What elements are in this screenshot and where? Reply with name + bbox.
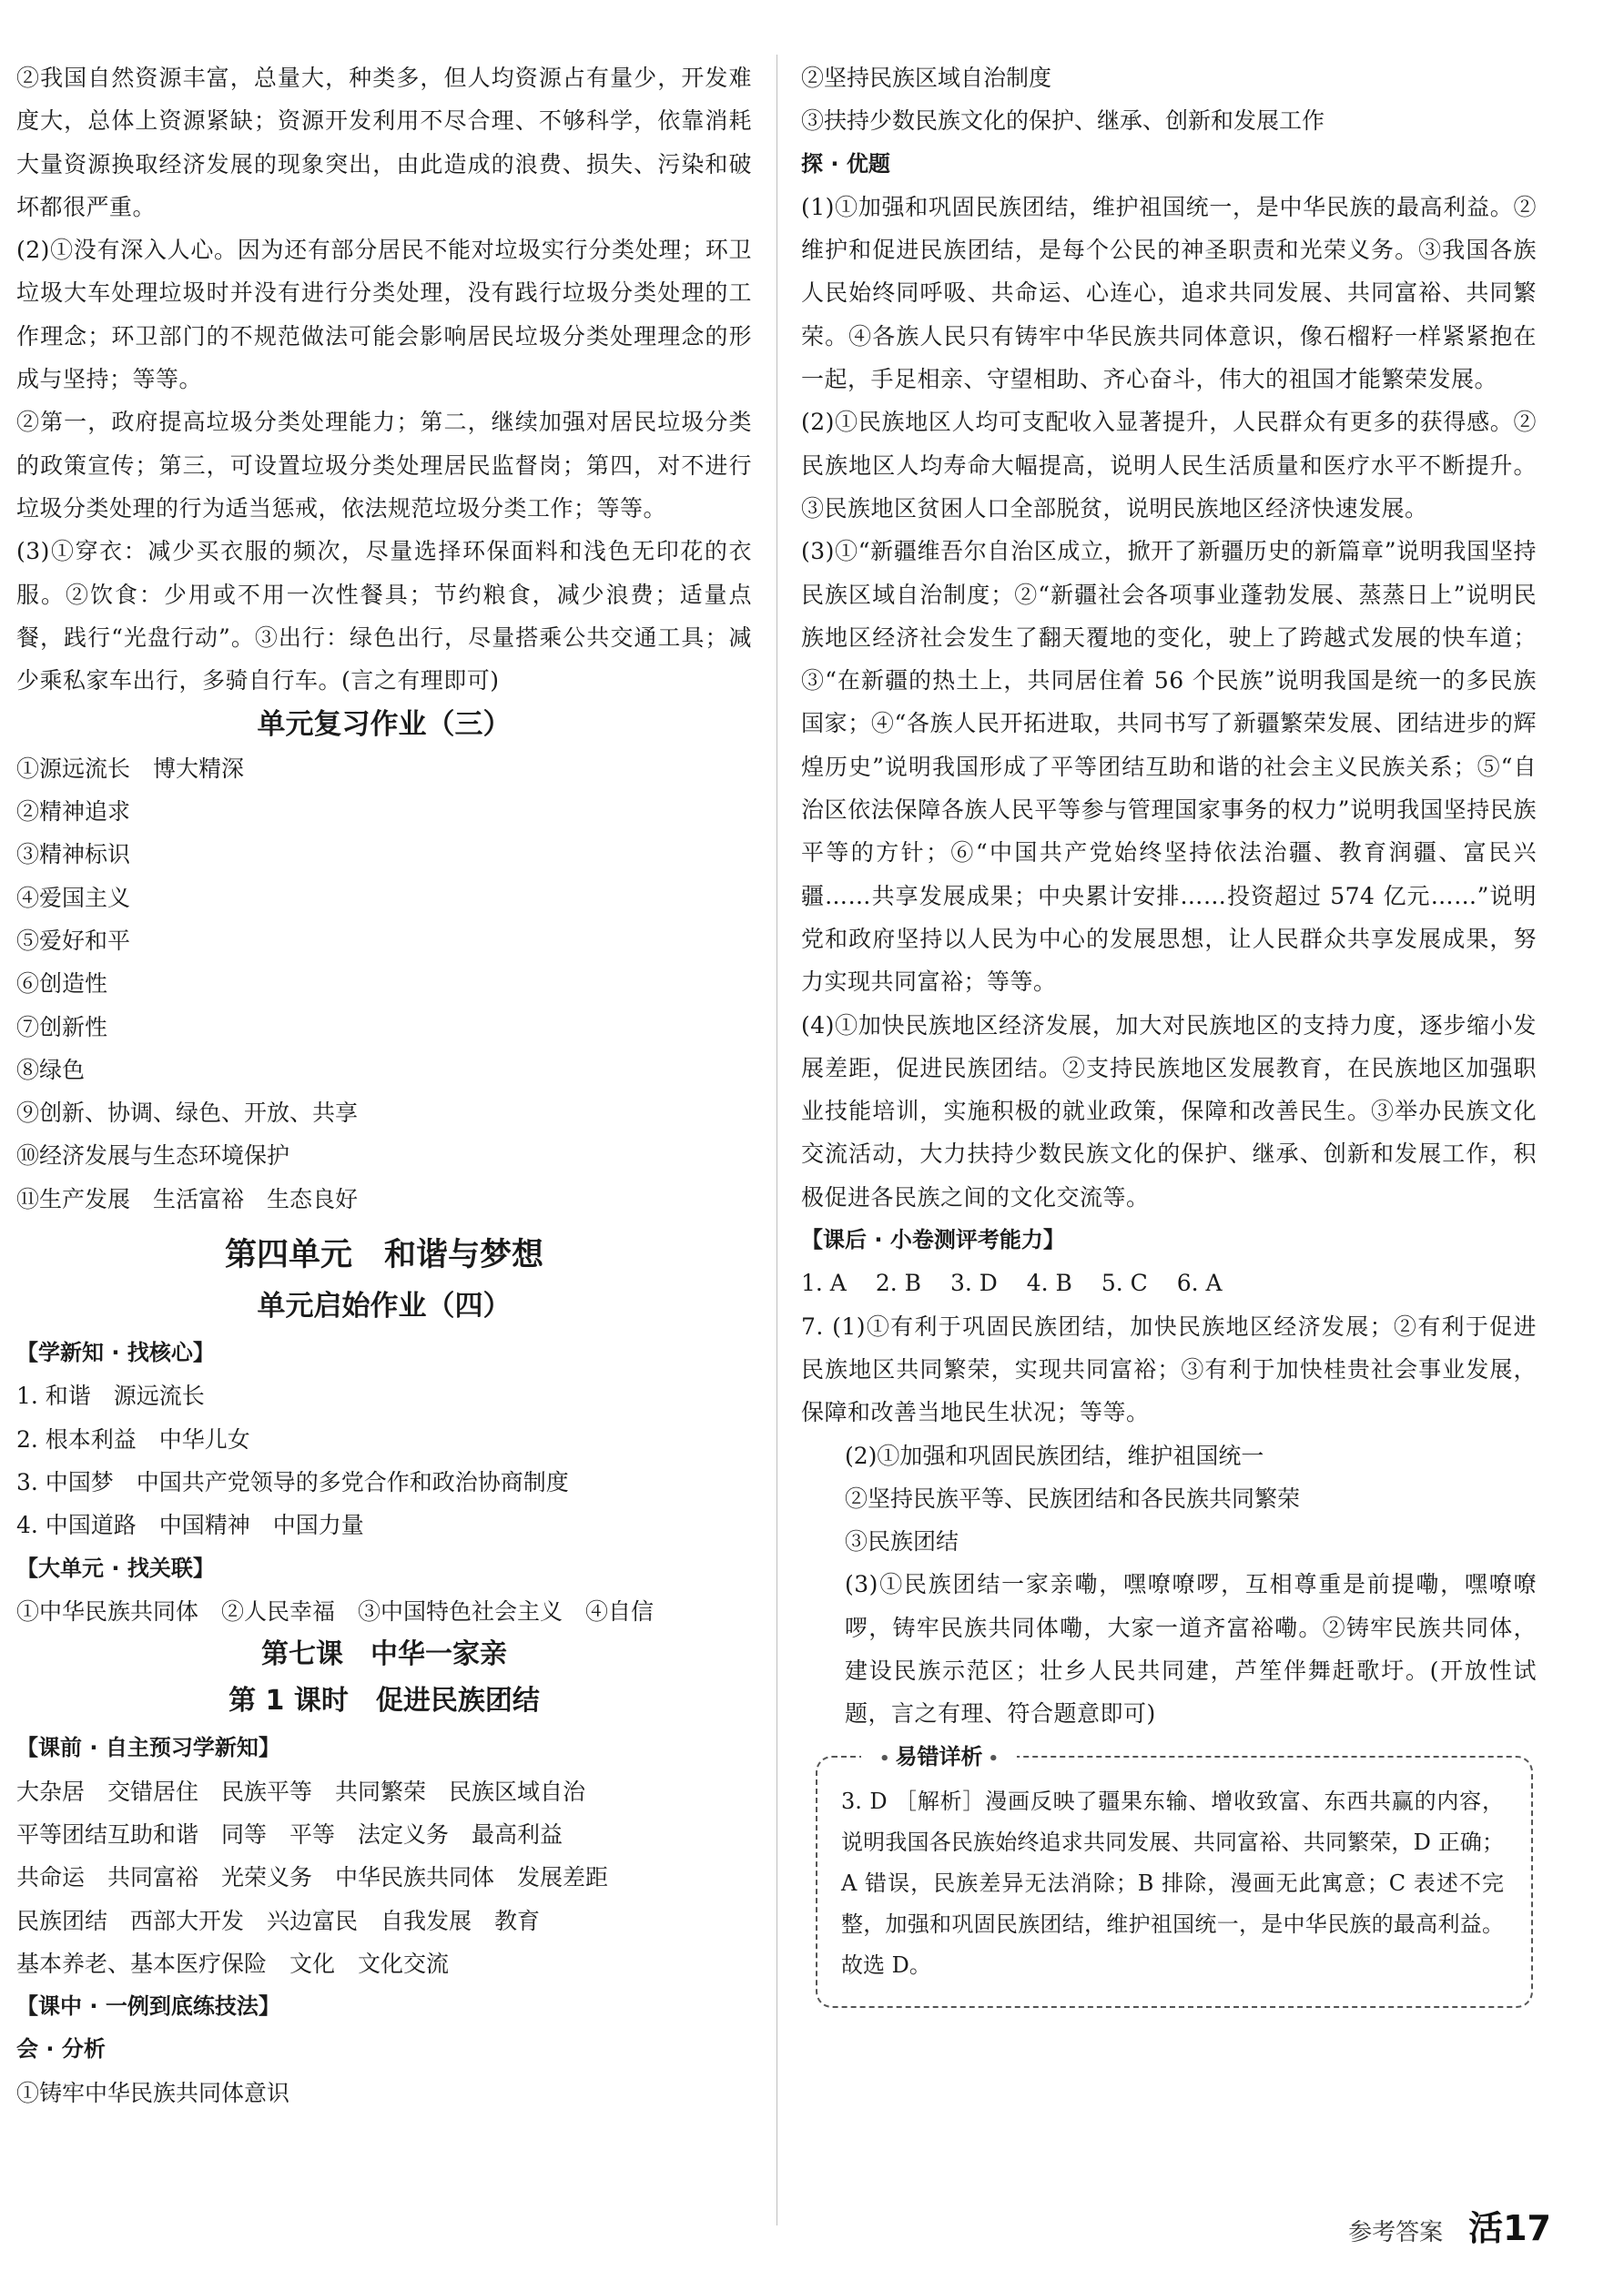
sub-label-analysis: 会 · 分析 xyxy=(16,2036,106,2063)
mc-answer: 4. B xyxy=(1026,1270,1072,1297)
review-item: ④爱国主义 xyxy=(16,884,131,911)
learn-item: 4. 中国道路 中国精神 中国力量 xyxy=(16,1512,364,1539)
review-item: ③精神标识 xyxy=(16,841,131,868)
mc-answer: 3. D xyxy=(949,1270,998,1297)
question7-part2-a: (2)①加强和巩固民族团结，维护祖国统一 xyxy=(845,1442,1264,1469)
learn-item: 2. 根本利益 中华儿女 xyxy=(16,1425,250,1453)
review-item: ⑧绿色 xyxy=(16,1056,86,1083)
column-divider xyxy=(776,55,777,2225)
lesson-title: 第七课 中华一家亲 xyxy=(261,1638,507,1671)
learn-item: 1. 和谐 源远流长 xyxy=(16,1383,205,1410)
page-footer xyxy=(1348,2200,1551,2250)
mc-answer: 5. C xyxy=(1101,1270,1148,1297)
pre-line: 大杂居 交错居住 民族平等 共同繁荣 民族区域自治 xyxy=(16,1778,586,1805)
unit-title: 第四单元 和谐与梦想 xyxy=(224,1237,543,1274)
sub-label-tan: 探 · 优题 xyxy=(801,150,890,177)
review-item: ⑥创造性 xyxy=(16,970,108,998)
answer-paragraph: ②第一，政府提高垃圾分类处理能力；第二，继续加强对居民垃圾分类的政策宣传；第三，可设置垃圾分类处理居民监督岗；第四，对不进行垃圾分类处理的行为适当惩戒，依法规范垃圾分类工作；等等。 xyxy=(16,409,752,522)
start-section-title: 单元启始作业（四） xyxy=(257,1290,512,1323)
left-column xyxy=(16,56,752,2114)
mc-answer: 1. A xyxy=(801,1270,847,1297)
review-item: ⑦创新性 xyxy=(16,1013,108,1040)
review-item: ⑨创新、协调、绿色、开放、共享 xyxy=(16,1100,359,1127)
section-label-mid: 【课中 · 一例到底练技法】 xyxy=(16,1993,280,2020)
question7-part2-b: ②坚持民族平等、民族团结和各民族共同繁荣 xyxy=(845,1485,1301,1512)
section-label-link: 【大单元 · 找关联】 xyxy=(16,1555,215,1581)
error-analysis-text: 3. D ［解析］漫画反映了疆果东输、增收致富、东西共赢的内容，说明我国各民族始终追求共同发展、共同富裕、共同繁荣，D 正确；A 错误，民族差异无法消除；B 排除，漫画无此寓意；C 表述不完整，加强和巩固民族团结，维护祖国统一，是中华民族的最高利益。故选 D。 xyxy=(841,1788,1504,1978)
analysis-item: ①铸牢中华民族共同体意识 xyxy=(16,2079,290,2106)
error-analysis-box xyxy=(816,1743,1533,2008)
review-item: ⑤爱好和平 xyxy=(16,927,131,954)
learn-item: 3. 中国梦 中国共产党领导的多党合作和政治协商制度 xyxy=(16,1468,569,1495)
section-label-learn: 【学新知 · 找核心】 xyxy=(16,1340,215,1366)
answer-paragraph: (1)①加强和巩固民族团结，维护祖国统一，是中华民族的最高利益。②维护和促进民族团结，是每个公民的神圣职责和光荣义务。③我国各族人民始终同呼吸、共命运、心连心，追求共同发展、共同富裕、共同繁荣。④各族人民只有铸牢中华民族共同体意识，像石榴籽一样紧紧抱在一起，手足相亲、守望相助、齐心奋斗，伟大的祖国才能繁荣发展。 xyxy=(801,193,1537,393)
answer-paragraph: ②我国自然资源丰富，总量大，种类多，但人均资源占有量少，开发难度大，总体上资源紧缺；资源开发利用不尽合理、不够科学，依靠消耗大量资源换取经济发展的现象突出，由此造成的浪费、损失、污染和破坏都很严重。 xyxy=(16,65,752,220)
page-number: 活17 xyxy=(1468,2208,1551,2248)
answer-paragraph: (3)①穿衣：减少买衣服的频次，尽量选择环保面料和浅色无印花的衣服。②饮食：少用或不用一次性餐具；节约粮食，减少浪费；适量点餐，践行“光盘行动”。③出行：绿色出行，尽量搭乘公共交通工具；减少乘私家车出行，多骑自行车。(言之有理即可) xyxy=(16,538,752,694)
question7-part1: 7. (1)①有利于巩固民族团结，加快民族地区经济发展；②有利于促进民族地区共同繁荣，实现共同富裕；③有利于加快桂贵社会事业发展，保障和改善当地民生状况；等等。 xyxy=(801,1313,1537,1426)
answer-paragraph: (2)①没有深入人心。因为还有部分居民不能对垃圾实行分类处理；环卫垃圾大车处理垃圾时并没有进行分类处理，没有践行垃圾分类处理的工作理念；环卫部门的不规范做法可能会影响居民垃圾分类处理理念的形成与坚持；等等。 xyxy=(16,237,752,393)
footer-label: 参考答案 xyxy=(1348,2219,1444,2246)
right-column xyxy=(801,56,1537,2008)
pre-line: 平等团结互助和谐 同等 平等 法定义务 最高利益 xyxy=(16,1820,563,1848)
mc-answer: 6. A xyxy=(1176,1270,1223,1297)
answer-paragraph: (2)①民族地区人均可支配收入显著提升，人民群众有更多的获得感。②民族地区人均寿命大幅提高，说明人民生活质量和医疗水平不断提升。③民族地区贫困人口全部脱贫，说明民族地区经济快速发展。 xyxy=(801,409,1537,522)
review-item: ⑪生产发展 生活富裕 生态良好 xyxy=(16,1185,359,1212)
review-item: ①源远流长 博大精深 xyxy=(16,755,245,782)
error-analysis-title: • 易错详析 • xyxy=(861,1741,1017,1775)
pre-line: 共命运 共同富裕 光荣义务 中华民族共同体 发展差距 xyxy=(16,1864,609,1891)
review-item: ⑩经济发展与生态环境保护 xyxy=(16,1142,290,1170)
answer-paragraph: (3)①“新疆维吾尔自治区成立，掀开了新疆历史的新篇章”说明我国坚持民族区域自治制度；②“新疆社会各项事业蓬勃发展、蒸蒸日上”说明民族地区经济社会发生了翻天覆地的变化，驶上了跨越式发展的快车道；③“在新疆的热土上，共同居住着 56 个民族”说明我国是统一的多民族国家；④“各族人民开拓进取，共同书写了新疆繁荣发展、团结进步的辉煌历史”说明我国形成了平等团结互助和谐的社会主义民族关系；⑤“自治区依法保障各族人民平等参与管理国家事务的权力”说明我国坚持民族平等的方针；⑥“中国共产党始终坚持依法治疆、教育润疆、富民兴疆……共享发展成果；中央累计安排……投资超过 574 亿元……”说明党和政府坚持以人民为中心的发展思想，让人民群众共享发展成果，努力实现共同富裕；等等。 xyxy=(801,538,1537,996)
review-item: ②精神追求 xyxy=(16,798,131,826)
section-label-pre: 【课前 · 自主预习学新知】 xyxy=(16,1735,280,1761)
review-section-title: 单元复习作业（三） xyxy=(257,708,512,742)
question7-part2-c: ③民族团结 xyxy=(845,1528,959,1556)
period-title: 第 1 课时 促进民族团结 xyxy=(228,1685,540,1718)
pre-line: 基本养老、基本医疗保险 文化 文化交流 xyxy=(16,1950,450,1977)
section-label-after: 【课后 · 小卷测评考能力】 xyxy=(801,1227,1065,1253)
question7-part3: (3)①民族团结一家亲嘞，嘿嘹嘹啰，互相尊重是前提嘞，嘿嘹嘹啰，铸牢民族共同体嘞，大家一道齐富裕嘞。②铸牢民族共同体，建设民族示范区；壮乡人民共同建，芦笙伴舞赶歌圩。(开放性试题，言之有理、符合题意即可) xyxy=(845,1571,1537,1728)
answer-paragraph: (4)①加快民族地区经济发展，加大对民族地区的支持力度，逐步缩小发展差距，促进民族团结。②支持民族地区发展教育，在民族地区加强职业技能培训，实施积极的就业政策，保障和改善民生。③举办民族文化交流活动，大力扶持少数民族文化的保护、继承、创新和发展工作，积极促进各民族之间的文化交流等。 xyxy=(801,1011,1537,1211)
link-line: ①中华民族共同体 ②人民幸福 ③中国特色社会主义 ④自信 xyxy=(16,1597,655,1625)
multiple-choice-answers xyxy=(801,1262,1537,1304)
answer-line: ③扶持少数民族文化的保护、继承、创新和发展工作 xyxy=(801,107,1325,135)
mc-answer: 2. B xyxy=(875,1270,921,1297)
answer-line: ②坚持民族区域自治制度 xyxy=(801,65,1052,91)
pre-line: 民族团结 西部大开发 兴边富民 自我发展 教育 xyxy=(16,1907,541,1934)
